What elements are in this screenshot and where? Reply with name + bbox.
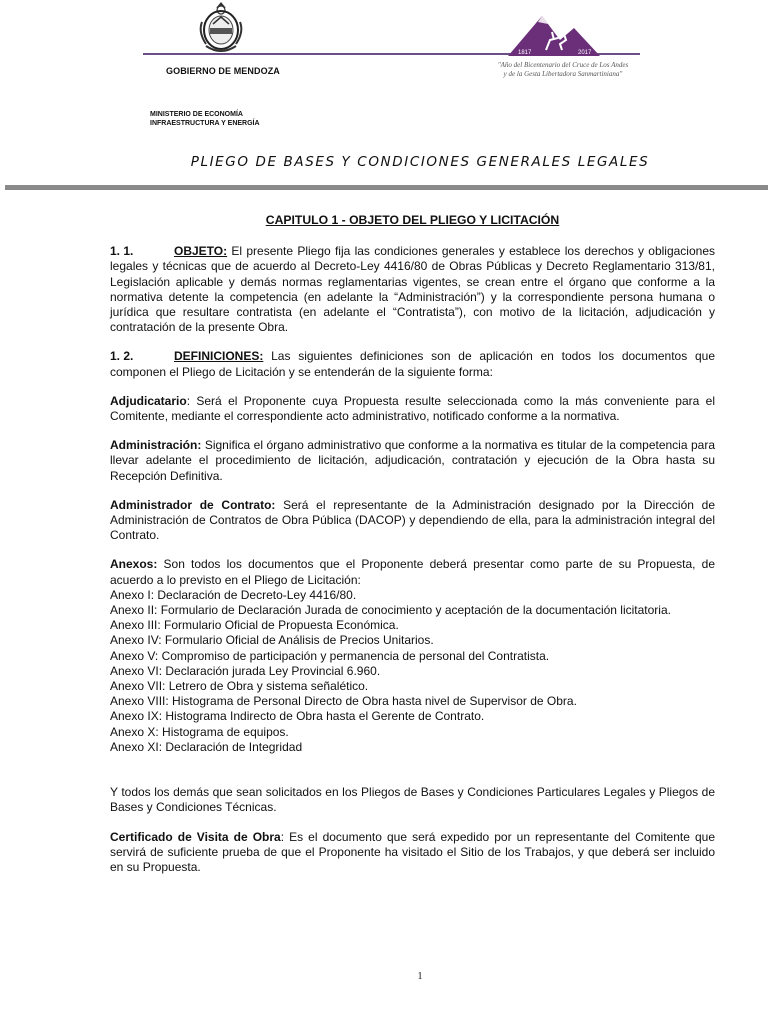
document-title: PLIEGO DE BASES Y CONDICIONES GENERALES LEGALES: [190, 154, 650, 170]
definition-term: Certificado de Visita de Obra: [110, 829, 281, 844]
definition-anexos: [110, 557, 715, 587]
definition-text: : Será el Proponente cuya Propuesta resulte seleccionada como la más conveniente para el Comitente, mediante el correspondiente acto administrativo, notificado conforme a la normativa.: [110, 393, 715, 424]
definition-administrador-contrato: [110, 498, 715, 544]
section-1-1: [110, 244, 715, 335]
annex-item: Anexo X: Histograma de equipos.: [110, 724, 289, 739]
ministry-line-1: MINISTERIO DE ECONOMÍA: [150, 111, 243, 118]
annex-item: Anexo IV: Formulario Oficial de Análisis de Precios Unitarios.: [110, 633, 434, 648]
chapter-label: CAPITULO 1: [265, 213, 339, 227]
bicentenary-tagline: [478, 61, 648, 79]
definition-text: Son todos los documentos que el Proponente deberá presentar como parte de su Propuesta, de acuerdo a lo previsto en el Pliego de Licitación:: [110, 557, 715, 587]
definition-certificado: [110, 830, 715, 876]
annex-item: Anexo XI: Declaración de Integridad: [110, 739, 303, 754]
document-header: [0, 0, 768, 140]
definition-administracion: [110, 438, 715, 484]
definition-term: Anexos:: [110, 557, 158, 572]
tagline-line-2: y de la Gesta Libertadora Sanmartiniana": [503, 70, 623, 78]
annex-item: Anexo III: Formulario Oficial de Propuesta Económica.: [110, 618, 399, 633]
logo-year-left: 1817: [518, 50, 532, 56]
annex-item: Anexo V: Compromiso de participación y permanencia de personal del Contratista.: [110, 648, 550, 663]
page-number: 1: [417, 971, 423, 982]
definition-text: Será el representante de la Administración designado por la Dirección de Administración de Contratos de Obra Pública (DACOP) y dependiendo de ella, para la administración integral del Contrato.: [110, 497, 715, 543]
annex-item: Anexo I: Declaración de Decreto-Ley 4416/80.: [110, 587, 357, 602]
tagline-line-1: "Año del Bicentenario del Cruce de Los Andes: [497, 61, 629, 69]
others-paragraph: Y todos los demás que sean solicitados en los Pliegos de Bases y Condiciones Particulares Legales y Pliegos de Bases y Condiciones Técnicas.: [110, 785, 715, 815]
section-number: 1. 1.: [110, 244, 134, 259]
definition-term: Administración:: [110, 438, 202, 453]
ministry-line-2: INFRAESTRUCTURA Y ENERGÍA: [150, 120, 260, 127]
definition-text: : Es el documento que será expedido por un representante del Comitente que servirá de suficiente prueba de que el Proponente ha visitado el Sitio de los Trabajos, y que deberá ser incluido en su Propuesta.: [110, 829, 715, 874]
definition-text: Significa el órgano administrativo que conforme a la normativa es titular de la competencia para llevar adelante el procedimiento de licitación, adjudicación, contratación y ejecución de la Obra hasta su Recepción Definitiva.: [110, 438, 715, 483]
ministry-name: [150, 110, 260, 128]
logo-year-right: 2017: [578, 50, 592, 56]
section-1-2: [110, 349, 715, 379]
definition-adjudicatario: [110, 394, 715, 424]
section-heading: DEFINICIONES:: [174, 349, 264, 364]
definition-term: Adjudicatario: [110, 393, 187, 408]
annex-item: Anexo VIII: Histograma de Personal Directo de Obra hasta nivel de Supervisor de Obra.: [110, 694, 577, 709]
annex-item: Anexo VI: Declaración jurada Ley Provincial 6.960.: [110, 663, 381, 678]
chapter-separator: -: [338, 213, 350, 227]
definition-term: Administrador de Contrato:: [110, 497, 276, 512]
government-name: GOBIERNO DE MENDOZA: [166, 66, 280, 76]
annex-item: Anexo II: Formulario de Declaración Jurada de conocimiento y aceptación de la documentación licitatoria.: [110, 603, 671, 618]
chapter-title: OBJETO DEL PLIEGO Y LICITACIÓN: [349, 213, 560, 227]
section-text: El presente Pliego fija las condiciones generales y establece los derechos y obligaciones legales y técnicas que de acuerdo al Decreto-Ley 4416/80 de Obras Públicas y Decreto Reglamentario 313/81, Legislación aplicable y demás normas reglamentarias vigentes, se crean entre el órgano que conforme a la normativa detente la competencia (en adelante la “Administración”) y la correspondiente persona humana o jurídica que resultare contratista (en adelante el “Contratista”), con motivo de la licitación, adjudicación y contratación de la presente Obra.: [110, 244, 715, 335]
annex-item: Anexo IX: Histograma Indirecto de Obra hasta el Gerente de Contrato.: [110, 709, 485, 724]
section-text: Las siguientes definiciones son de aplicación en todos los documentos que componen el Pliego de Licitación y se entenderán de la siguiente forma:: [110, 349, 715, 379]
annex-item: Anexo VII: Letrero de Obra y sistema señalético.: [110, 679, 369, 694]
section-number: 1. 2.: [110, 349, 134, 364]
chapter-heading: [110, 213, 715, 228]
mendoza-coat-of-arms-icon: [196, 0, 246, 58]
document-body: [110, 213, 715, 875]
section-heading: OBJETO:: [174, 244, 228, 259]
title-rule: [5, 185, 768, 190]
